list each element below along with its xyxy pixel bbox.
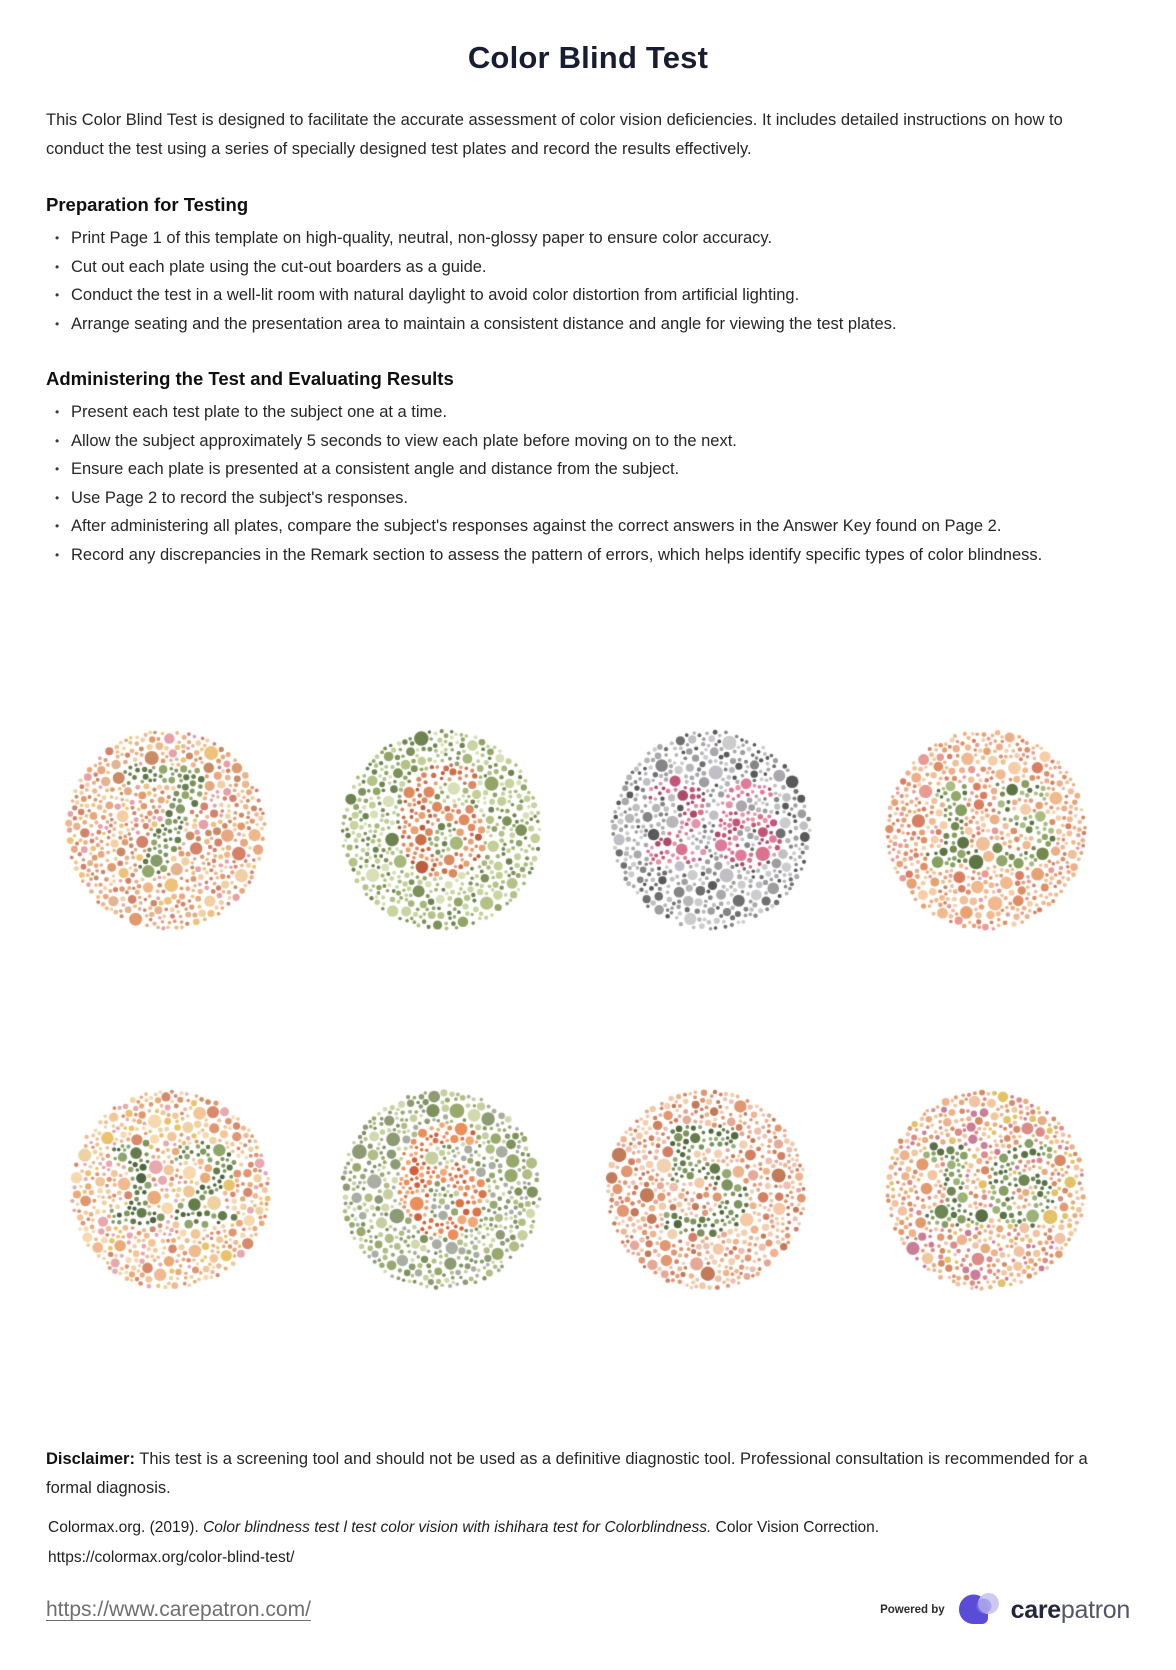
preparation-list (46, 224, 1130, 338)
disclaimer (46, 1445, 1088, 1503)
carepatron-logo-icon (955, 1590, 1001, 1630)
bullet-item: • After administering all plates, compare the subject's responses against the correct answers in the Answer Key found on Page 2. (46, 512, 1056, 541)
brand-patron: patron (1060, 1595, 1130, 1624)
powered-by (880, 1590, 1130, 1630)
intro-paragraph: This Color Blind Test is designed to facilitate the accurate assessment of color vision deficiencies. It includes detailed instructions on how to conduct the test using a series of specially designed test plates and record the results effectively. (46, 111, 1063, 158)
carepatron-wordmark (1011, 1596, 1130, 1625)
bullet-item: • Ensure each plate is presented at a consistent angle and distance from the subject. (46, 455, 1056, 484)
ishihara-plate-7 (62, 726, 270, 934)
citation (48, 1513, 1133, 1573)
ishihara-plate-16 (882, 1086, 1090, 1294)
disclaimer-text: This test is a screening tool and should not be used as a definitive diagnostic tool. Professional consultation is recommended for a formal diagnosis. (46, 1449, 1088, 1497)
citation-title: Color blindness test l test color vision with ishihara test for Colorblindness. (203, 1519, 712, 1536)
ishihara-plate-6b (337, 1086, 545, 1294)
citation-suffix: Color Vision Correction. (711, 1519, 880, 1536)
administering-list (46, 398, 1130, 569)
page-footer (46, 1586, 1130, 1634)
carepatron-site-link[interactable]: https://www.carepatron.com/ (46, 1598, 311, 1621)
bullet-item: • Present each test plate to the subject one at a time. (46, 398, 1056, 427)
bullet-item: • Arrange seating and the presentation area to maintain a consistent distance and angle for viewing the test plates. (46, 310, 1056, 339)
disclaimer-label: Disclaimer: (46, 1449, 135, 1468)
ishihara-plate-26 (607, 726, 815, 934)
powered-by-label: Powered by (880, 1604, 945, 1616)
bullet-item: • Conduct the test in a well-lit room with natural daylight to avoid color distortion from artificial lighting. (46, 281, 1056, 310)
citation-url: https://colormax.org/color-blind-test/ (48, 1549, 295, 1566)
section-heading-preparation: Preparation for Testing (46, 194, 249, 215)
bullet-item: • Print Page 1 of this template on high-quality, neutral, non-glossy paper to ensure color accuracy. (46, 224, 1056, 253)
citation-prefix: Colormax.org. (2019). (48, 1519, 204, 1536)
bullet-item: • Cut out each plate using the cut-out boarders as a guide. (46, 253, 1056, 282)
ishihara-plate-15 (882, 726, 1090, 934)
ishihara-plate-5 (602, 1086, 810, 1294)
bullet-item: • Use Page 2 to record the subject's responses. (46, 484, 1056, 513)
ishihara-plate-12 (66, 1086, 274, 1294)
document-page (0, 40, 1176, 569)
page-title: Color Blind Test (467, 40, 709, 75)
bullet-item: • Record any discrepancies in the Remark section to assess the pattern of errors, which helps identify specific types of color blindness. (46, 541, 1056, 570)
ishihara-plate-6 (337, 726, 545, 934)
bullet-item: • Allow the subject approximately 5 seconds to view each plate before moving on to the next. (46, 427, 1056, 456)
brand-care: care (1010, 1595, 1061, 1624)
citation-line-1 (48, 1513, 1133, 1543)
section-heading-administering: Administering the Test and Evaluating Results (46, 368, 454, 389)
